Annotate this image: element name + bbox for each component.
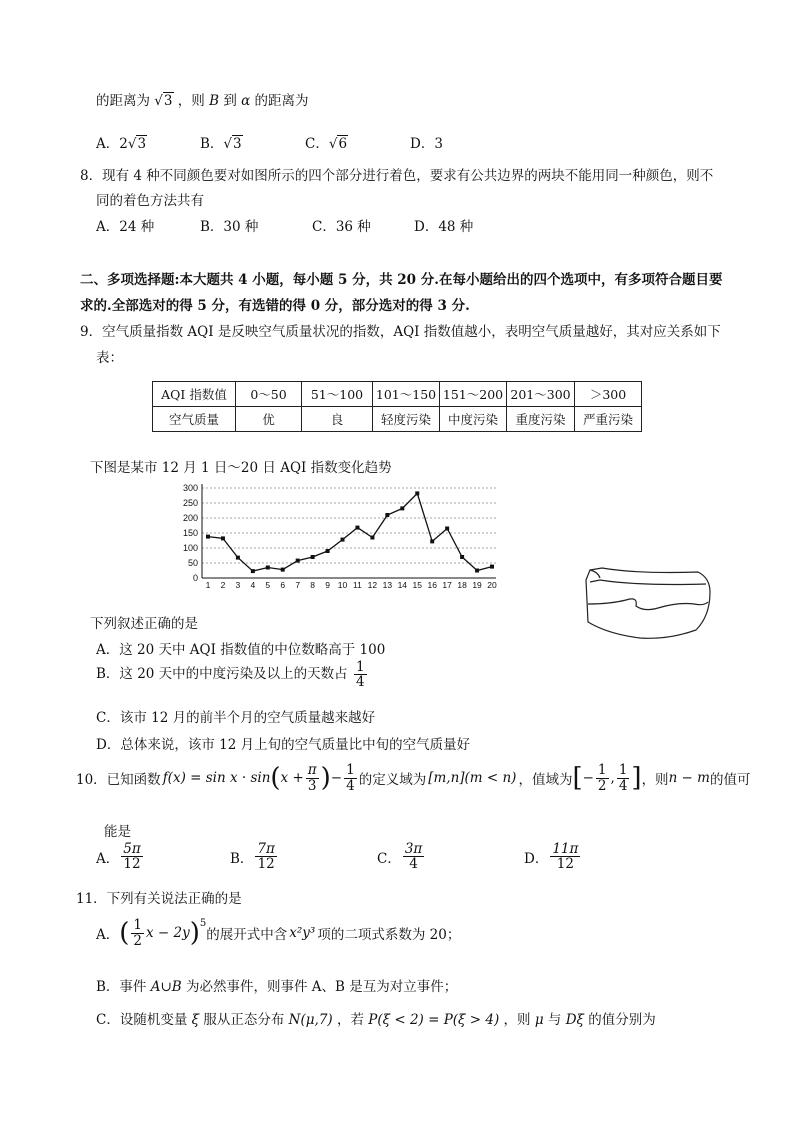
option-text: 项的二项式系数为 20； (317, 927, 461, 943)
data-point (460, 555, 464, 559)
option-text: 为必然事件，则事件 A、B 是互为对立事件； (186, 979, 458, 995)
option-letter: B． (230, 850, 254, 867)
data-point (206, 535, 210, 539)
y-tick-label: 200 (182, 513, 198, 523)
table-cell: 优 (236, 407, 302, 432)
fraction-denominator: 12 (123, 856, 141, 873)
option-text: B．事件 (96, 979, 147, 995)
q9-stem: 下列叙述正确的是 (90, 616, 198, 632)
q7-continuation (96, 89, 309, 109)
fraction (550, 842, 580, 871)
minus-sign: − (582, 770, 594, 786)
q11-option-a (96, 918, 460, 948)
q10-line-1: 10．已知函数 f(x) = sin x · sin ( x + $\frac{\pi}{3}$ ) − $\frac{1}{4}$ 的定义域为 [m,n](m < n) ，值域为 [ − $\frac{1}{2}$ , $\frac{1}{4}$ ] ，则 n − m 的值可 (76, 762, 751, 794)
option-text: ，若 (336, 1012, 364, 1028)
data-point (415, 491, 419, 495)
table-cell: 中度污染 (440, 407, 507, 432)
q7-cont-mid: ，则 (177, 93, 205, 109)
series-line (208, 493, 492, 571)
q7-option-c: C．√6 (305, 136, 348, 152)
chart-caption: 下图是某市 12 月 1 日～20 日 AQI 指数变化趋势 (90, 460, 392, 476)
x-tick-label: 12 (367, 580, 378, 590)
q9-option-c: C．该市 12 月的前半个月的空气质量越来越好 (96, 710, 376, 726)
fraction (403, 842, 424, 871)
q10-option-a (96, 842, 145, 871)
data-point (311, 555, 315, 559)
fraction-numerator: 1 (618, 762, 628, 779)
fraction (131, 918, 144, 947)
q7-cont-to: 到 (223, 93, 237, 109)
option-value: 3 (434, 136, 443, 152)
fraction (354, 660, 367, 689)
q10-option-d (524, 842, 582, 871)
q7-option-d (410, 132, 443, 152)
fraction-numerator: 7π (257, 841, 275, 857)
x-tick-label: 6 (280, 580, 286, 590)
fraction-numerator: 11π (552, 841, 579, 857)
bracket-close: ] (631, 763, 642, 793)
option-text: 的展开式中含 (206, 927, 288, 943)
x-tick-label: 4 (250, 580, 256, 590)
data-point (251, 569, 255, 573)
section-2-line-2: 求的.全部选对的得 5 分，有选错的得 0 分，部分选对的得 3 分. (80, 298, 470, 314)
q7-option-b: B．√3 (200, 136, 242, 152)
x-tick-label: 11 (353, 580, 362, 590)
option-letter: D． (410, 136, 435, 152)
aqi-table (152, 381, 642, 432)
q8-option-b: B．30 种 (200, 219, 259, 235)
q11-stem: 11．下列有关说法正确的是 (76, 891, 242, 907)
q8-option-c: C．36 种 (312, 219, 371, 235)
x-tick-label: 16 (427, 580, 437, 590)
option-text: C．设随机变量 (96, 1012, 188, 1028)
var-mu: μ (534, 1012, 544, 1028)
option-radicand: 3 (233, 136, 242, 152)
sqrt-3: √3 (154, 93, 173, 109)
y-tick-label: 0 (192, 573, 198, 583)
section-2-line-1: 二、多项选择题:本大题共 4 小题，每小题 5 分，共 20 分.在每小题给出的四个选项中，有多项符合题目要 (80, 272, 723, 288)
option-letter: B． (200, 136, 224, 152)
option-text: 服从正态分布 (203, 1012, 285, 1028)
fraction-numerator: 1 (346, 762, 355, 779)
table-cell: 空气质量 (153, 407, 236, 432)
x-tick-label: 7 (295, 580, 301, 590)
table-cell: 201～300 (507, 382, 575, 407)
data-point (355, 526, 359, 530)
x-tick-label: 1 (205, 580, 211, 590)
paren-close: ) (320, 763, 331, 793)
q9-line-2: 表： (96, 350, 123, 366)
option-coef: 2 (119, 136, 128, 152)
q10-tail-2: 的值可 (709, 772, 751, 788)
four-region-figure (578, 560, 718, 646)
union-expression: A∪B (150, 979, 182, 995)
fraction (121, 842, 142, 871)
q10-option-c (377, 842, 426, 871)
fraction-denominator: 4 (355, 674, 365, 691)
fraction-denominator: 12 (556, 856, 574, 873)
x-tick-label: 14 (397, 580, 408, 590)
table-cell: 轻度污染 (373, 407, 440, 432)
option-text: B．这 20 天中的中度污染及以上的天数占 (96, 666, 348, 683)
x-tick-label: 20 (487, 580, 497, 590)
data-point (400, 506, 404, 510)
data-point (266, 566, 270, 570)
table-cell: AQI 指数值 (153, 382, 236, 407)
q9-option-d: D．总体来说，该市 12 月上旬的空气质量比中旬的空气质量好 (96, 737, 471, 753)
x-tick-label: 5 (265, 580, 271, 590)
option-text: ，则 (503, 1012, 531, 1028)
q10-line-2: 能是 (104, 824, 131, 840)
fraction-denominator: 4 (409, 856, 418, 873)
q10-tail: ，则 (641, 772, 669, 788)
fraction-denominator: 2 (133, 932, 142, 949)
domain-text: 的定义域为 (358, 772, 427, 788)
expr-x-plus: x + (280, 770, 304, 786)
x-tick-label: 17 (442, 580, 452, 590)
var-xi: ξ (191, 1012, 200, 1028)
x-tick-label: 15 (412, 580, 422, 590)
data-point (430, 539, 434, 543)
exponent: 5 (199, 918, 207, 929)
fraction-numerator: π (307, 762, 317, 779)
option-letter: A． (96, 850, 120, 867)
x-tick-label: 18 (457, 580, 467, 590)
data-point (445, 527, 449, 531)
fraction-numerator: 3π (404, 841, 423, 857)
fraction-denominator: 4 (346, 777, 355, 794)
figure-top-curve (590, 580, 706, 585)
data-point (296, 559, 300, 563)
option-letter: C． (377, 850, 401, 867)
table-cell: 151～200 (440, 382, 507, 407)
bracket-open: [ (572, 763, 583, 793)
probability-equation: P(ξ < 2) = P(ξ > 4) (368, 1012, 500, 1028)
table-cell: ＞300 (575, 382, 642, 407)
fraction-denominator: 2 (597, 777, 607, 794)
figure-inner-tab (590, 570, 600, 578)
option-letter: C． (305, 136, 329, 152)
table-cell: 51～100 (302, 382, 373, 407)
fraction-denominator: 12 (257, 856, 275, 873)
var-alpha: α (241, 93, 251, 109)
option-radicand: 6 (338, 136, 348, 152)
expr-n-minus-m: n − m (668, 770, 710, 786)
table-cell: 良 (302, 407, 373, 432)
table-cell: 重度污染 (507, 407, 575, 432)
q8-line-2: 同的着色方法共有 (96, 193, 204, 209)
domain-interval: [m,n](m < n) (428, 770, 517, 786)
y-tick-label: 150 (182, 528, 198, 538)
x-tick-label: 2 (220, 580, 226, 590)
table-cell: 101～150 (373, 382, 440, 407)
normal-distribution: N(μ,7) (288, 1012, 333, 1028)
paren-open: ( (270, 763, 281, 793)
q7-cont-pre: 的距离为 (96, 93, 150, 109)
x-tick-label: 19 (472, 580, 482, 590)
option-letter: A． (96, 136, 120, 152)
q8-option-d: D．48 种 (414, 219, 474, 235)
option-letter: D． (524, 850, 549, 867)
option-letter: A． (96, 927, 120, 943)
x-tick-label: 10 (337, 580, 348, 590)
y-tick-label: 300 (182, 483, 198, 493)
minus-sign: − (330, 770, 343, 786)
data-point (236, 556, 240, 560)
fraction-numerator: 1 (597, 762, 607, 779)
y-tick-label: 50 (187, 558, 198, 568)
data-point (326, 549, 330, 553)
data-point (385, 513, 389, 517)
q11-option-c (96, 1008, 656, 1028)
y-tick-label: 100 (182, 543, 198, 553)
q8-line-1: 8．现有 4 种不同颜色要对如图所示的四个部分进行着色，要求有公共边界的两块不能用同一种颜色，则不 (80, 168, 714, 184)
aqi-table-row-quality (153, 407, 642, 432)
binomial-expression: x − 2y (146, 925, 190, 941)
fraction-numerator: 5π (123, 841, 141, 857)
data-point (490, 565, 494, 569)
fraction-numerator: 1 (133, 917, 142, 934)
fraction (306, 763, 319, 792)
table-cell: 0～50 (236, 382, 302, 407)
fraction-denominator: 4 (618, 777, 628, 794)
function-expression: f(x) = sin x · sin (162, 770, 271, 786)
q9-option-a: A．这 20 天中 AQI 指数值的中位数略高于 100 (96, 642, 386, 658)
range-text: ，值域为 (518, 772, 573, 788)
x-tick-label: 13 (382, 580, 393, 590)
q10-option-b (230, 842, 279, 871)
data-point (370, 536, 374, 540)
variance-d-xi: Dξ (565, 1012, 584, 1028)
q9-option-b (96, 660, 369, 689)
data-point (341, 538, 345, 542)
data-point (221, 536, 225, 540)
aqi-line-chart (170, 480, 510, 595)
option-text: 的值分别为 (588, 1012, 656, 1028)
fraction (255, 842, 276, 871)
q8-option-a: A．24 种 (96, 219, 155, 235)
q11-option-b (96, 975, 457, 995)
table-cell: 严重污染 (575, 407, 642, 432)
y-tick-label: 250 (182, 498, 198, 508)
term-x2y3: x²y³ (289, 925, 316, 941)
fraction (596, 763, 609, 792)
paren-close: ) (189, 918, 200, 948)
data-point (281, 568, 285, 572)
q10-number: 10．已知函数 (76, 772, 161, 788)
figure-middle-curve (588, 599, 708, 610)
option-text: 与 (547, 1012, 562, 1028)
option-radicand: 3 (137, 136, 147, 152)
sqrt-radicand: 3 (163, 93, 173, 109)
var-b: B (209, 93, 220, 109)
paren-open: ( (119, 918, 130, 948)
fraction-numerator: 1 (355, 659, 365, 675)
fraction (344, 763, 357, 792)
q9-line-1: 9．空气质量指数 AQI 是反映空气质量状况的指数，AQI 指数值越小，表明空气质量越好，其对应关系如下 (80, 324, 721, 340)
x-tick-label: 9 (325, 580, 330, 590)
x-tick-label: 8 (310, 580, 315, 590)
aqi-table-row-index (153, 382, 642, 407)
data-point (475, 569, 479, 573)
q7-cont-post: 的距离为 (254, 93, 309, 109)
fraction-denominator: 3 (307, 777, 317, 794)
q7-option-a: A．2√3 (96, 136, 147, 152)
x-tick-label: 3 (235, 580, 241, 590)
fraction (617, 763, 630, 792)
